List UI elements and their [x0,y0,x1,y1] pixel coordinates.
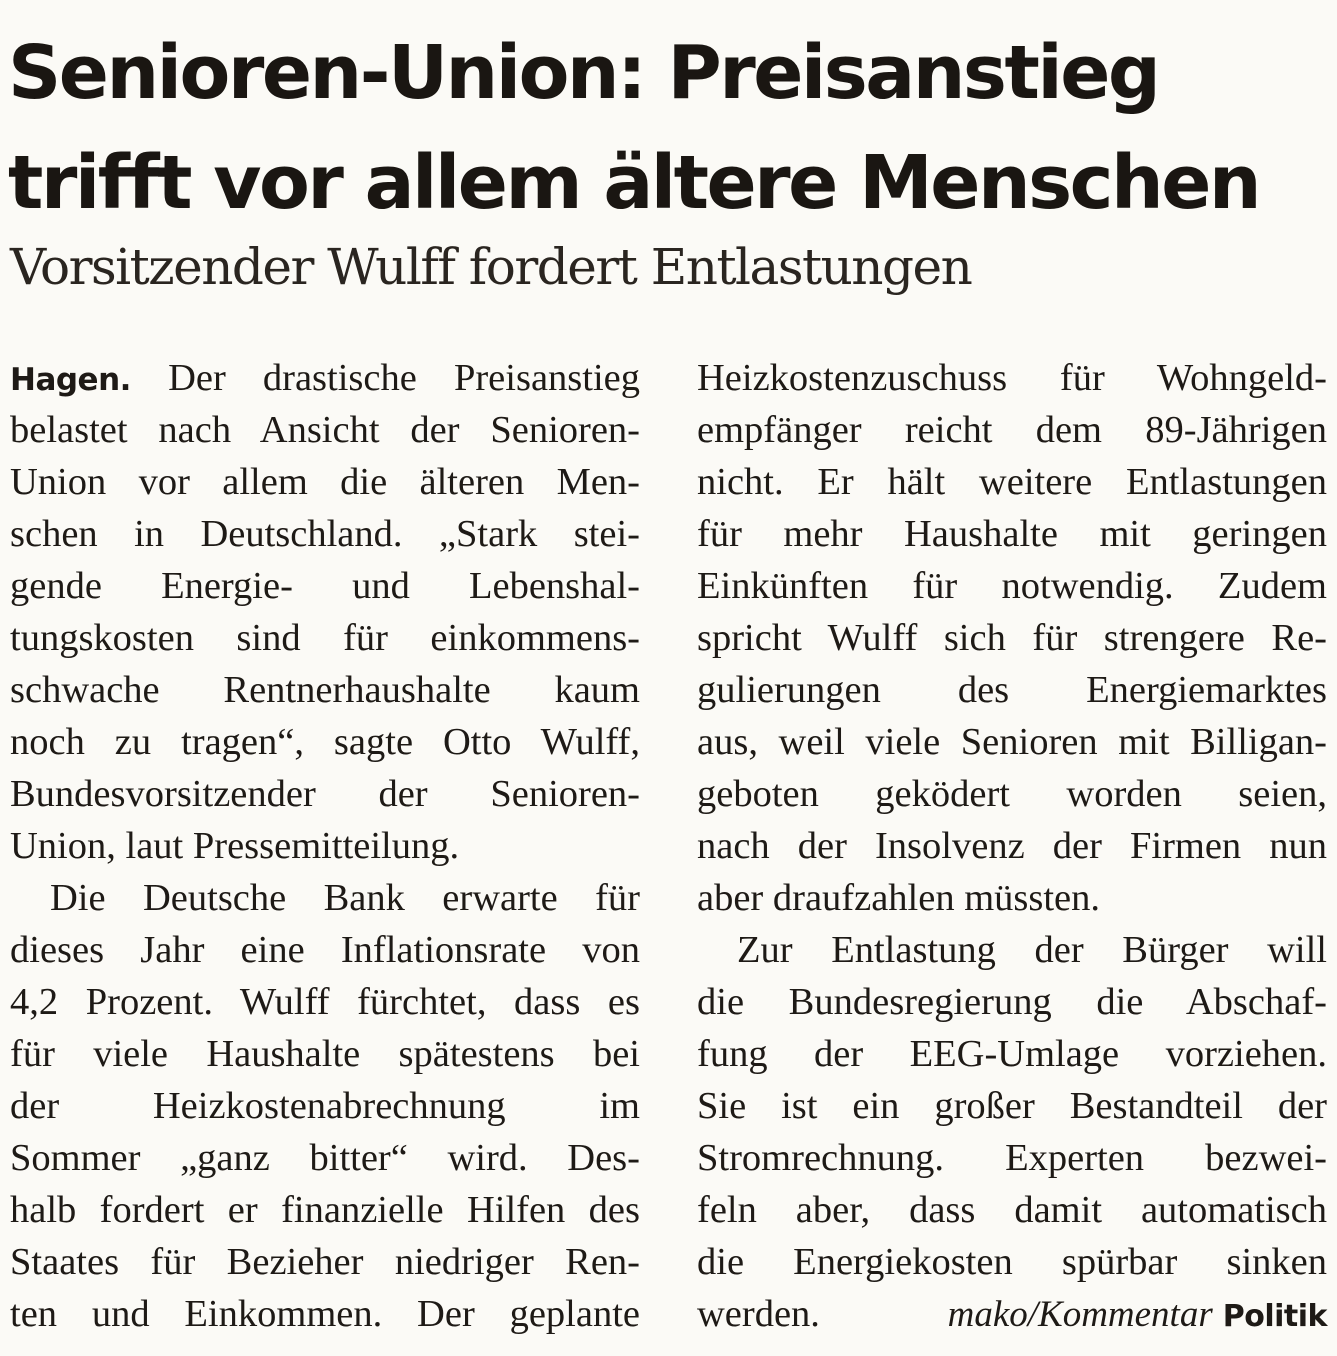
text-line: gende Energie- und Lebenshal- [10,565,640,607]
text-line: nicht. Er hält weitere Entlastungen [697,461,1327,503]
text-line: Sie ist ein großer Bestandteil der [697,1085,1327,1127]
article-column-left [10,352,640,1340]
section-label: Politik [1222,1299,1327,1334]
subheadline: Vorsitzender Wulff fordert Entlastungen [10,238,972,296]
headline-line: Senioren-Union: Preisanstieg [8,30,1159,116]
text-line: spricht Wulff sich für strengere Re- [697,617,1327,659]
text-line: schen in Deutschland. „Stark stei- [10,513,640,555]
text-line: Union, laut Pressemitteilung. [10,825,460,867]
text-line: aber draufzahlen müssten. [697,877,1101,919]
line-text: Der drastische Preisanstieg [168,357,640,399]
text-line: gulierungen des Energiemarktes [697,669,1327,711]
text-line: für viele Haushalte spätestens bei [10,1033,640,1075]
text-line: geboten geködert worden seien, [697,773,1327,815]
text-line: für mehr Haushalte mit geringen [697,513,1327,555]
headline [8,18,1328,238]
text-line: belastet nach Ansicht der Senioren- [10,409,640,451]
text-line: feln aber, dass damit automatisch [697,1189,1327,1231]
text-line: aus, weil viele Senioren mit Billigan- [697,721,1327,763]
byline-row [697,1288,1327,1340]
text-line: schwache Rentnerhaushalte kaum [10,669,640,711]
text-line: dieses Jahr eine Inflationsrate von [10,929,640,971]
article-column-right [697,352,1327,1340]
text-line: halb fordert er finanzielle Hilfen des [10,1189,640,1231]
text-line: tungskosten sind für einkommens- [10,617,640,659]
text-line: Zur Entlastung der Bürger will [737,929,1327,971]
text-line: 4,2 Prozent. Wulff fürchtet, dass es [10,981,640,1023]
text-line: die Energiekosten spürbar sinken [697,1241,1327,1283]
text-line: Staates für Bezieher niedriger Ren- [10,1241,640,1283]
text-line: die Bundesregierung die Abschaf- [697,981,1327,1023]
text-line: Sommer „ganz bitter“ wird. Des- [10,1137,640,1179]
text-line: ten und Einkommen. Der geplante [10,1293,640,1335]
text-line: nach der Insolvenz der Firmen nun [697,825,1327,867]
text-line: fung der EEG-Umlage vorziehen. [697,1033,1327,1075]
text-line: Heizkostenzuschuss für Wohngeld- [697,357,1327,399]
author-credit: mako/Kommentar [947,1294,1213,1335]
text-line: Einkünften für notwendig. Zudem [697,565,1327,607]
text-line: Union vor allem die älteren Men- [10,461,640,503]
dateline: Hagen. [10,362,131,398]
text-line: Stromrechnung. Experten bezwei- [697,1137,1327,1179]
text-line: empfänger reicht dem 89-Jährigen [697,409,1327,451]
text-line [10,352,640,404]
text-line: der Heizkostenabrechnung im [10,1085,640,1127]
text-line: Bundesvorsitzender der Senioren- [10,773,640,815]
closing-word: werden. [697,1293,820,1335]
headline-line: trifft vor allem ältere Menschen [8,140,1260,226]
text-line: Die Deutsche Bank erwarte für [50,877,640,919]
text-line: noch zu tragen“, sagte Otto Wulff, [10,721,640,763]
